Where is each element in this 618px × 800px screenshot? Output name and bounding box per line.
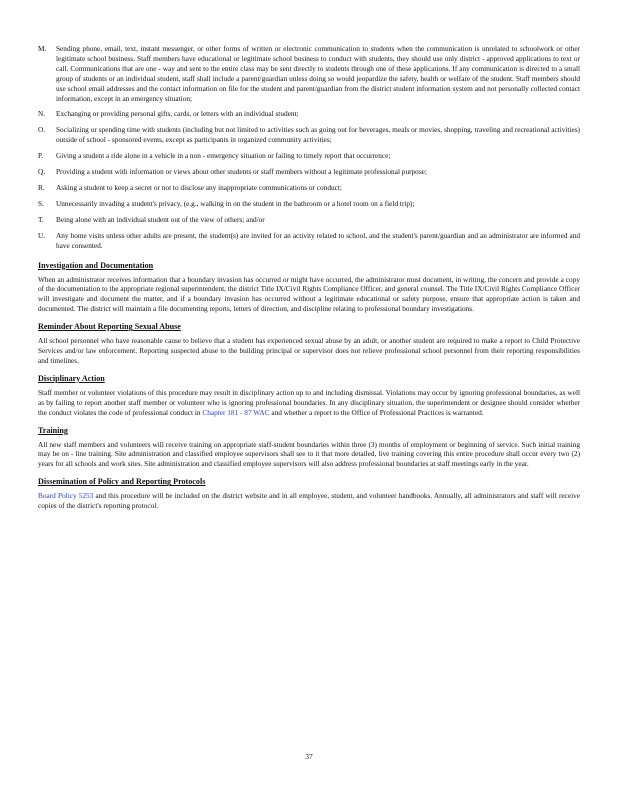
body-text-post: and whether a report to the Office of Professional Practices is warranted. (271, 407, 484, 417)
section-heading: Training (38, 425, 68, 435)
body-text-pre: Staff member or volunteer violations of this procedure may result in disciplinary action up to and including dismissal. Violations may occur by ignoring professional boundaries, as well as by failing to report another staff member or volunteer who is ignoring professional boundaries. In any disciplinary situation, the superintendent or designee should consider whether the conduct violates the code of professional conduct in (38, 387, 580, 417)
page-number: 37 (305, 752, 313, 761)
section-body: When an administrator receives information that a boundary invasion has occurred or might have occurred, the administrator must document, in writing, the concern and provide a copy of the documentation to the appropriate regional superintendent, the district Title IX/Civil Rights Compliance Officer, and general counsel. The Title IX/Civil Rights Compliance Officer will investigate and document the matter, and if a boundary invasion has occurred without a legitimate educational or safety purpose, ensure that appropriate action is taken and documented. The district will maintain a file documenting reports, letters of direction, and discipline relating to professional boundary investigations. (38, 274, 580, 314)
list-label: P. (38, 151, 44, 161)
section-body (38, 491, 580, 511)
list-item-t (38, 215, 580, 225)
list-text: Unnecessarily invading a student's privacy, (e.g., walking in on the student in the bathroom or a hotel room on a field trip); (56, 198, 415, 208)
dissemination-section (38, 477, 580, 511)
list-item-r (38, 183, 580, 193)
list-item-n (38, 109, 580, 119)
list-item-m (38, 44, 580, 103)
list-item-o (38, 125, 580, 145)
list-text: Socializing or spending time with students (including but not limited to activities such as going out for beverages, meals or movies, shopping, traveling and recreational activities) outside of school - sponsored events, except as participants in organized community activities; (56, 125, 580, 145)
list-text: Exchanging or providing personal gifts, cards, or letters with an individual student; (56, 109, 299, 119)
list-text: Being alone with an individual student out of the view of others; and/or (56, 214, 265, 224)
list-text: Sending phone, email, text, instant messenger, or other forms of written or electronic communication to students when the communication is unrelated to schoolwork or other legitimate school business. Staff members have educational or legitimate school business to conduct with students, they should use only district - approved applications to text or call. Communications that are one - way and sent to the entire class may be sent directly to students through one of these applications. If any communication is directed to a small group of students or an individual student, staff shall include a parent/guardian unless doing so would jeopardize the safety, health or welfare of the student. Staff members should use school email addresses and the contact information on file for the student and parent/guardian from the district student information system and not personally collected contact information, except in an emergency situation; (56, 44, 580, 103)
training-section (38, 426, 580, 470)
section-heading: Investigation and Documentation (38, 260, 154, 270)
section-body: All school personnel who have reasonable cause to believe that a student has experienced sexual abuse by an adult, or another student are required to make a report to Child Protective Services and/or law enforcement. Reporting suspected abuse to the building principal or supervisor does not relieve professional school personnel from their reporting responsibilities and timelines. (38, 336, 580, 365)
list-label: U. (38, 230, 46, 240)
list-item-u (38, 231, 580, 251)
list-label: S. (38, 198, 44, 208)
section-heading: Reminder About Reporting Sexual Abuse (38, 322, 181, 332)
reminder-section (38, 322, 580, 366)
section-heading: Dissemination of Policy and Reporting Protocols (38, 477, 206, 487)
list-label: M. (38, 44, 47, 53)
section-heading: Disciplinary Action (38, 373, 105, 383)
list-label: N. (38, 109, 46, 119)
body-text-post: and this procedure will be included on the district website and in all employee, student, and volunteer handbooks. Annually, all administrators and staff will receive copies of the district's reporting protocol. (38, 491, 581, 511)
list-item-s (38, 199, 580, 209)
investigation-section (38, 261, 580, 315)
conduct-list (38, 44, 580, 251)
list-text: Any home visits unless other adults are present, the student(s) are invited for an activity related to school, and the student's parent/guardian and an administrator are informed and have consented. (56, 230, 580, 250)
list-text: Asking a student to keep a secret or not to disclose any inappropriate communications or conduct; (56, 182, 342, 192)
disciplinary-section (38, 374, 580, 418)
wac-chapter-link[interactable]: Chapter 181 - 87 WAC (202, 407, 270, 417)
list-label: Q. (38, 167, 46, 177)
list-item-q (38, 167, 580, 177)
list-label: R. (38, 182, 45, 192)
list-label: T. (38, 214, 44, 224)
list-text: Providing a student with information or views about other students or staff members without a legitimate professional purpose; (56, 167, 427, 177)
list-label: O. (38, 125, 46, 135)
section-body (38, 388, 580, 418)
board-policy-link[interactable]: Board Policy 5253 (38, 491, 94, 501)
list-item-p (38, 151, 580, 161)
list-text: Giving a student a ride alone in a vehicle in a non - emergency situation or failing to timely report that occurrence; (56, 151, 391, 161)
section-body: All new staff members and volunteers will receive training on appropriate staff-student boundaries within three (3) months of employment or beginning of service. Such initial training may be on - line training. Site administration and classified employee supervisors shall see to it that more detailed, live training covering this entire procedure shall occur every two (2) years for all schools and work sites. Site administration and classified employee supervisors will also address professional boundaries at staff meetings early in the year. (38, 439, 580, 469)
